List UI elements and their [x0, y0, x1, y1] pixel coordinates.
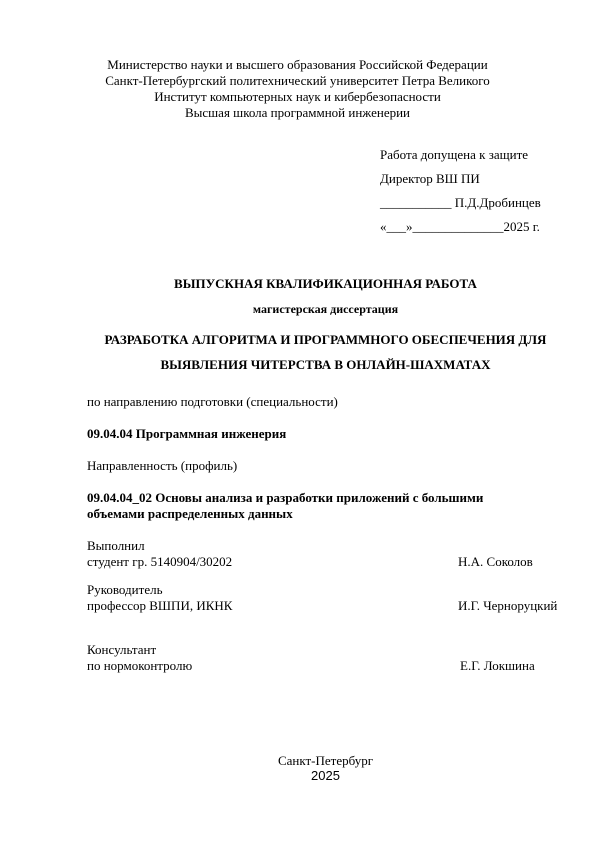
consultant-position: по нормоконтролю: [87, 658, 193, 673]
thesis-title-line1: РАЗРАБОТКА АЛГОРИТМА И ПРОГРАММНОГО ОБЕСПЕЧЕНИЯ ДЛЯ: [104, 332, 547, 347]
consultant-role: Консультант: [87, 642, 157, 657]
profile-label: Направленность (профиль): [87, 458, 238, 473]
work-subtype: магистерская диссертация: [252, 302, 399, 316]
footer-city: Санкт-Петербург: [277, 753, 374, 768]
consultant-name: Е.Г. Локшина: [460, 658, 535, 673]
footer-year: 2025: [311, 768, 340, 783]
approval-director: Директор ВШ ПИ: [380, 171, 480, 186]
profile-value-line1: 09.04.04_02 Основы анализа и разработки приложений с большими: [87, 490, 484, 505]
supervisor-name: И.Г. Черноруцкий: [458, 598, 558, 613]
performer-position: студент гр. 5140904/30202: [87, 554, 233, 569]
work-type-title: ВЫПУСКНАЯ КВАЛИФИКАЦИОННАЯ РАБОТА: [174, 276, 477, 291]
supervisor-position: профессор ВШПИ, ИКНК: [87, 598, 233, 613]
approval-signature-line: ___________ П.Д.Дробинцев: [380, 195, 541, 210]
thesis-title-line2: ВЫЯВЛЕНИЯ ЧИТЕРСТВА В ОНЛАЙН-ШАХМАТАХ: [160, 357, 491, 372]
performer-role: Выполнил: [87, 538, 145, 553]
institute-line: Институт компьютерных наук и кибербезопасности: [154, 89, 441, 104]
direction-label: по направлению подготовки (специальности): [87, 394, 338, 409]
profile-value-line2: объемами распределенных данных: [87, 506, 293, 521]
school-line: Высшая школа программной инженерии: [185, 105, 410, 120]
approval-date-line: «___»______________2025 г.: [380, 219, 540, 234]
university-line: Санкт-Петербургский политехнический университет Петра Великого: [105, 73, 490, 88]
approval-admitted: Работа допущена к защите: [380, 147, 529, 162]
direction-value: 09.04.04 Программная инженерия: [87, 426, 287, 441]
ministry-line: Министерство науки и высшего образования Российской Федерации: [107, 57, 488, 72]
performer-name: Н.А. Соколов: [458, 554, 533, 569]
supervisor-role: Руководитель: [87, 582, 163, 597]
